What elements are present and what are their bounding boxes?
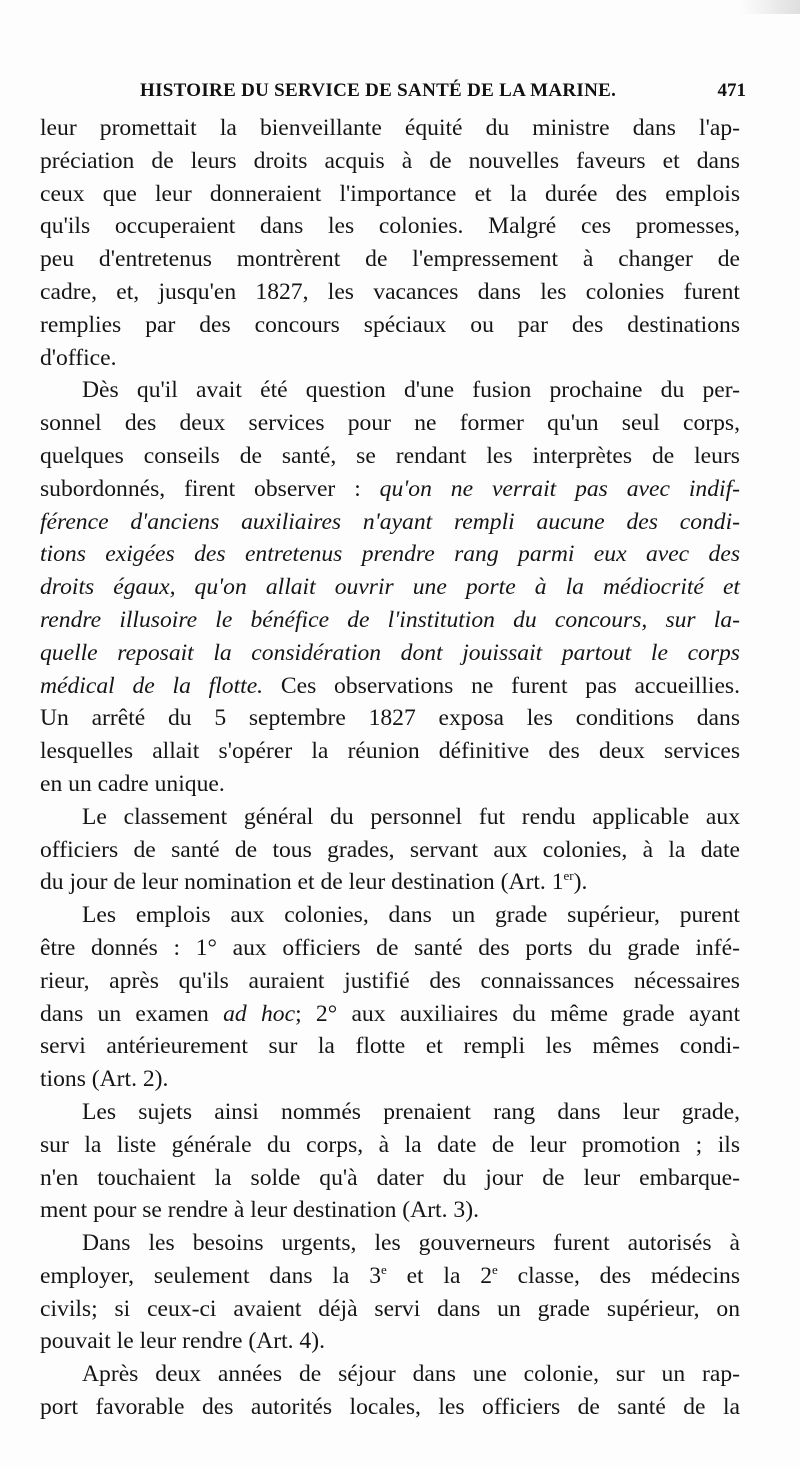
- text-line: lesquelles allait s'opérer la réunion définitive des deux services: [40, 738, 740, 765]
- text-line: cadre, et, jusqu'en 1827, les vacances dans les colonies furent: [40, 278, 740, 305]
- text-line: ment pour se rendre à leur destination (Art. 3).: [40, 1197, 479, 1224]
- text-line: ceux que leur donneraient l'importance et la durée des emplois: [40, 180, 740, 207]
- text-line: dans un examen ad hoc; 2° aux auxiliaires du même grade ayant: [40, 1000, 741, 1027]
- text-line: n'en touchaient la solde qu'à dater du jour de leur embarque-: [40, 1164, 740, 1191]
- text-line: être donnés : 1° aux officiers de santé des ports du grade infé-: [40, 934, 740, 961]
- text-line: droits égaux, qu'on allait ouvrir une porte à la médiocrité et: [40, 574, 740, 601]
- text-line: leur promettait la bienveillante équité du ministre dans l'ap-: [40, 115, 740, 141]
- text-line: d'office.: [40, 344, 117, 371]
- text-line: subordonnés, firent observer : qu'on ne verrait pas avec indif-: [40, 475, 740, 502]
- text-line: Les sujets ainsi nommés prenaient rang dans leur grade,: [82, 1098, 740, 1125]
- text-line: Les emplois aux colonies, dans un grade supérieur, purent: [82, 902, 740, 929]
- text-line: servi antérieurement sur la flotte et rempli les mêmes condi-: [40, 1033, 740, 1060]
- text-line: qu'ils occuperaient dans les colonies. Malgré ces promesses,: [40, 213, 740, 240]
- text-line: Un arrêté du 5 septembre 1827 exposa les conditions dans: [40, 705, 740, 732]
- text-line: du jour de leur nomination et de leur destination (Art. 1er).: [40, 868, 588, 896]
- text-line: civils; si ceux-ci avaient déjà servi dans un grade supérieur, on: [40, 1295, 740, 1322]
- text-line: Dans les besoins urgents, les gouverneurs furent autorisés à: [82, 1230, 740, 1257]
- text-line: peu d'entretenus montrèrent de l'empressement à changer de: [40, 246, 740, 273]
- text-line: quelle reposait la considération dont jouissait partout le corps: [40, 639, 740, 666]
- text-line: port favorable des autorités locales, les officiers de santé de la: [40, 1394, 740, 1421]
- text-line: rendre illusoire le bénéfice de l'institution du concours, sur la-: [40, 606, 740, 633]
- text-line: employer, seulement dans la 3e et la 2e classe, des médecins: [40, 1261, 740, 1289]
- page-header: [140, 80, 746, 110]
- text-line: sur la liste générale du corps, à la date de leur promotion ; ils: [40, 1131, 740, 1158]
- page-number: 471: [717, 80, 746, 101]
- text-line: férence d'anciens auxiliaires n'ayant rempli aucune des condi-: [40, 508, 740, 535]
- text-line: tions (Art. 2).: [40, 1066, 169, 1093]
- text-line: Dès qu'il avait été question d'une fusion prochaine du per-: [82, 377, 740, 404]
- text-line: tions exigées des entretenus prendre rang parmi eux avec des: [40, 541, 740, 568]
- text-line: remplies par des concours spéciaux ou par des destinations: [40, 311, 740, 338]
- text-line: rieur, après qu'ils auraient justifié des connaissances nécessaires: [40, 967, 740, 994]
- text-line: quelques conseils de santé, se rendant les interprètes de leurs: [40, 442, 740, 469]
- text-line: Après deux années de séjour dans une colonie, sur un rap-: [82, 1361, 740, 1388]
- scan-edge-shading: [740, 0, 800, 14]
- text-line: Le classement général du personnel fut rendu applicable aux: [82, 803, 740, 830]
- running-head: HISTOIRE DU SERVICE DE SANTÉ DE LA MARINE.: [140, 80, 617, 101]
- text-line: préciation de leurs droits acquis à de nouvelles faveurs et dans: [40, 147, 740, 174]
- text-line: médical de la flotte. Ces observations ne furent pas accueillies.: [40, 672, 740, 699]
- text-line: sonnel des deux services pour ne former qu'un seul corps,: [40, 410, 740, 437]
- body-text: [40, 112, 740, 1424]
- text-line: officiers de santé de tous grades, servant aux colonies, à la date: [40, 836, 740, 863]
- text-line: pouvait le leur rendre (Art. 4).: [40, 1328, 325, 1355]
- text-line: en un cadre unique.: [40, 770, 225, 797]
